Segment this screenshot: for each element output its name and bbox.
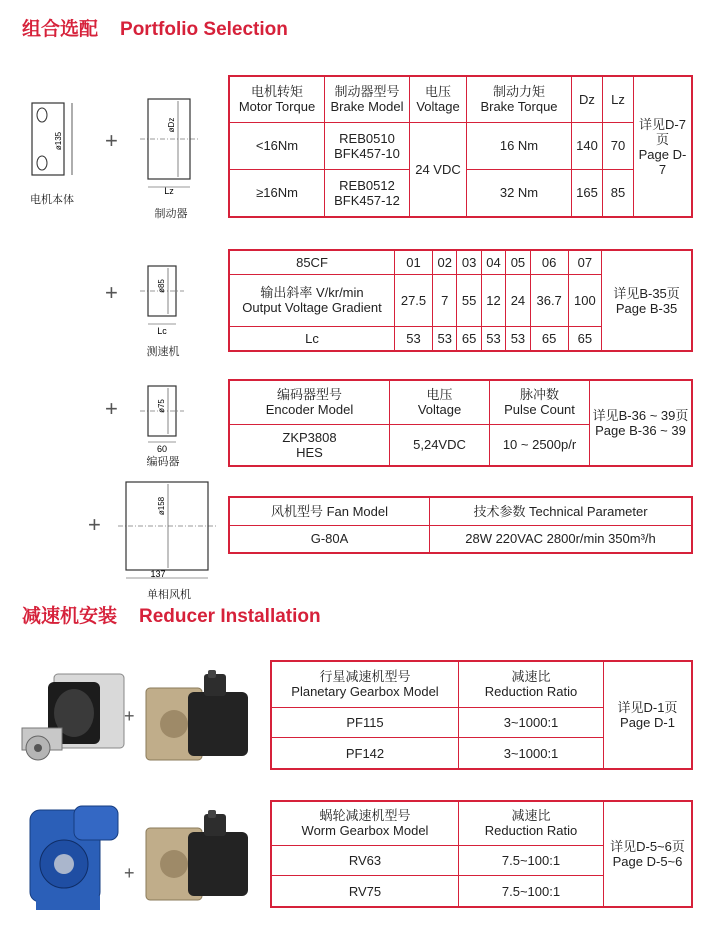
gradient-cell: 55: [457, 274, 481, 326]
torque-cell: ≥16Nm: [229, 169, 325, 217]
lc-cell: 53: [481, 327, 505, 352]
motor-image: [140, 808, 252, 918]
header-pulse-count: 脉冲数 Pulse Count: [490, 380, 590, 424]
header-planetary-model: 行星减速机型号 Planetary Gearbox Model: [271, 661, 459, 707]
lc-cell: 65: [568, 327, 601, 352]
heading-cn: 组合选配: [22, 19, 99, 40]
worm-spec-table: [270, 800, 693, 908]
header-brake-torque: 制动力矩 Brake Torque: [467, 76, 572, 122]
lc-label-cell: Lc: [229, 327, 395, 352]
gearbox-model-cell: RV63: [271, 845, 459, 876]
plus-sign: +: [105, 396, 118, 421]
plus-sign: +: [105, 128, 118, 153]
encoder-drawing: [140, 382, 185, 462]
fan-param-cell: 28W 220VAC 2800r/min 350m³/h: [430, 525, 693, 553]
header-voltage: 电压 Voltage: [410, 76, 467, 122]
code-cell: 02: [433, 250, 457, 274]
planetary-page-ref: 详见D-1页 Page D-1: [604, 661, 693, 769]
fan-spec-table: [228, 496, 693, 554]
encoder-dim-label: ø75: [157, 399, 166, 413]
ratio-cell: 7.5~100:1: [459, 876, 604, 907]
header-encoder-model: 编码器型号 Encoder Model: [229, 380, 390, 424]
encoder-page-ref: 详见B-36 ~ 39页 Page B-36 ~ 39: [590, 380, 693, 466]
motor-caption: 电机本体: [30, 194, 74, 206]
table-row: [229, 122, 692, 169]
dz-cell: 140: [572, 122, 603, 169]
header-dz: Dz: [572, 76, 603, 122]
code-cell: 06: [530, 250, 568, 274]
header-technical-parameter: 技术参数 Technical Parameter: [430, 497, 693, 525]
tacho-model-cell: 85CF: [229, 250, 395, 274]
encoder-caption: 编码器: [146, 456, 180, 468]
fan-length-label: 137: [150, 569, 166, 579]
motor-image: [140, 668, 252, 778]
tacho-length-label: Lc: [157, 326, 167, 336]
brake-drawing: [140, 95, 200, 195]
fan-dim-label: ø158: [157, 496, 166, 516]
brake-dim-label: øDz: [167, 117, 176, 133]
ratio-cell: 7.5~100:1: [459, 845, 604, 876]
ratio-cell: 3~1000:1: [459, 707, 604, 738]
torque-cell: <16Nm: [229, 122, 325, 169]
lc-cell: 53: [433, 327, 457, 352]
ratio-cell: 3~1000:1: [459, 738, 604, 769]
planetary-gearbox-image: [14, 668, 129, 778]
header-reduction-ratio: 减速比 Reduction Ratio: [459, 801, 604, 845]
lz-cell: 70: [603, 122, 634, 169]
gradient-cell: 24: [506, 274, 530, 326]
code-cell: 04: [481, 250, 505, 274]
header-worm-model: 蜗轮减速机型号 Worm Gearbox Model: [271, 801, 459, 845]
model-cell: REB0510 BFK457-10: [325, 122, 410, 169]
brake-length-label: Lz: [164, 186, 174, 196]
gearbox-model-cell: PF115: [271, 707, 459, 738]
plus-sign: +: [124, 863, 135, 883]
tacho-page-ref: 详见B-35页 Page B-35: [602, 250, 692, 351]
gearbox-model-cell: RV75: [271, 876, 459, 907]
code-cell: 07: [568, 250, 601, 274]
heading-cn: 减速机安装: [22, 606, 118, 627]
motor-dim-label: ø135: [54, 131, 63, 151]
gearbox-model-cell: PF142: [271, 738, 459, 769]
worm-page-ref: 详见D-5~6页 Page D-5~6: [604, 801, 693, 907]
brake-page-ref: 详见D-7页 Page D-7: [634, 76, 693, 217]
tacho-dim-label: ø85: [157, 279, 166, 293]
brake-caption: 制动器: [154, 208, 188, 220]
code-cell: 03: [457, 250, 481, 274]
brake-spec-table: [228, 75, 693, 218]
gradient-cell: 7: [433, 274, 457, 326]
plus-sign: +: [124, 706, 135, 726]
table-row: [229, 525, 692, 553]
fan-model-cell: G-80A: [229, 525, 430, 553]
code-cell: 05: [506, 250, 530, 274]
table-row: [229, 250, 692, 274]
encoder-voltage-cell: 5,24VDC: [390, 424, 490, 466]
worm-gearbox-image: [14, 800, 129, 920]
heading-en: Portfolio Selection: [120, 19, 288, 40]
fan-drawing: [118, 478, 218, 598]
gradient-cell: 12: [481, 274, 505, 326]
header-fan-model: 风机型号 Fan Model: [229, 497, 430, 525]
tacho-spec-table: [228, 249, 693, 352]
gradient-cell: 36.7: [530, 274, 568, 326]
header-reduction-ratio: 减速比 Reduction Ratio: [459, 661, 604, 707]
header-brake-model: 制动器型号 Brake Model: [325, 76, 410, 122]
section-heading-portfolio: [22, 14, 288, 41]
tacho-drawing: [140, 262, 185, 342]
dz-cell: 165: [572, 169, 603, 217]
plus-sign: +: [88, 512, 101, 537]
plus-sign: +: [105, 280, 118, 305]
lz-cell: 85: [603, 169, 634, 217]
encoder-length-label: 60: [156, 444, 168, 454]
fan-caption: 单相风机: [147, 589, 191, 601]
tacho-caption: 测速机: [146, 346, 180, 358]
gradient-cell: 100: [568, 274, 601, 326]
gradient-cell: 27.5: [395, 274, 433, 326]
brake-torque-cell: 16 Nm: [467, 122, 572, 169]
planetary-spec-table: [270, 660, 693, 770]
model-cell: REB0512 BFK457-12: [325, 169, 410, 217]
brake-torque-cell: 32 Nm: [467, 169, 572, 217]
encoder-model-cell: ZKP3808 HES: [229, 424, 390, 466]
encoder-spec-table: [228, 379, 693, 467]
lc-cell: 65: [457, 327, 481, 352]
heading-en: Reducer Installation: [139, 606, 321, 627]
voltage-cell: 24 VDC: [410, 122, 467, 217]
lc-cell: 65: [530, 327, 568, 352]
motor-body-drawing: [20, 95, 80, 190]
lc-cell: 53: [395, 327, 433, 352]
header-lz: Lz: [603, 76, 634, 122]
code-cell: 01: [395, 250, 433, 274]
gradient-label-cell: 输出斜率 V/kr/min Output Voltage Gradient: [229, 274, 395, 326]
header-motor-torque: 电机转矩 Motor Torque: [229, 76, 325, 122]
header-voltage: 电压 Voltage: [390, 380, 490, 424]
lc-cell: 53: [506, 327, 530, 352]
encoder-pulse-cell: 10 ~ 2500p/r: [490, 424, 590, 466]
section-heading-reducer: [22, 601, 321, 628]
